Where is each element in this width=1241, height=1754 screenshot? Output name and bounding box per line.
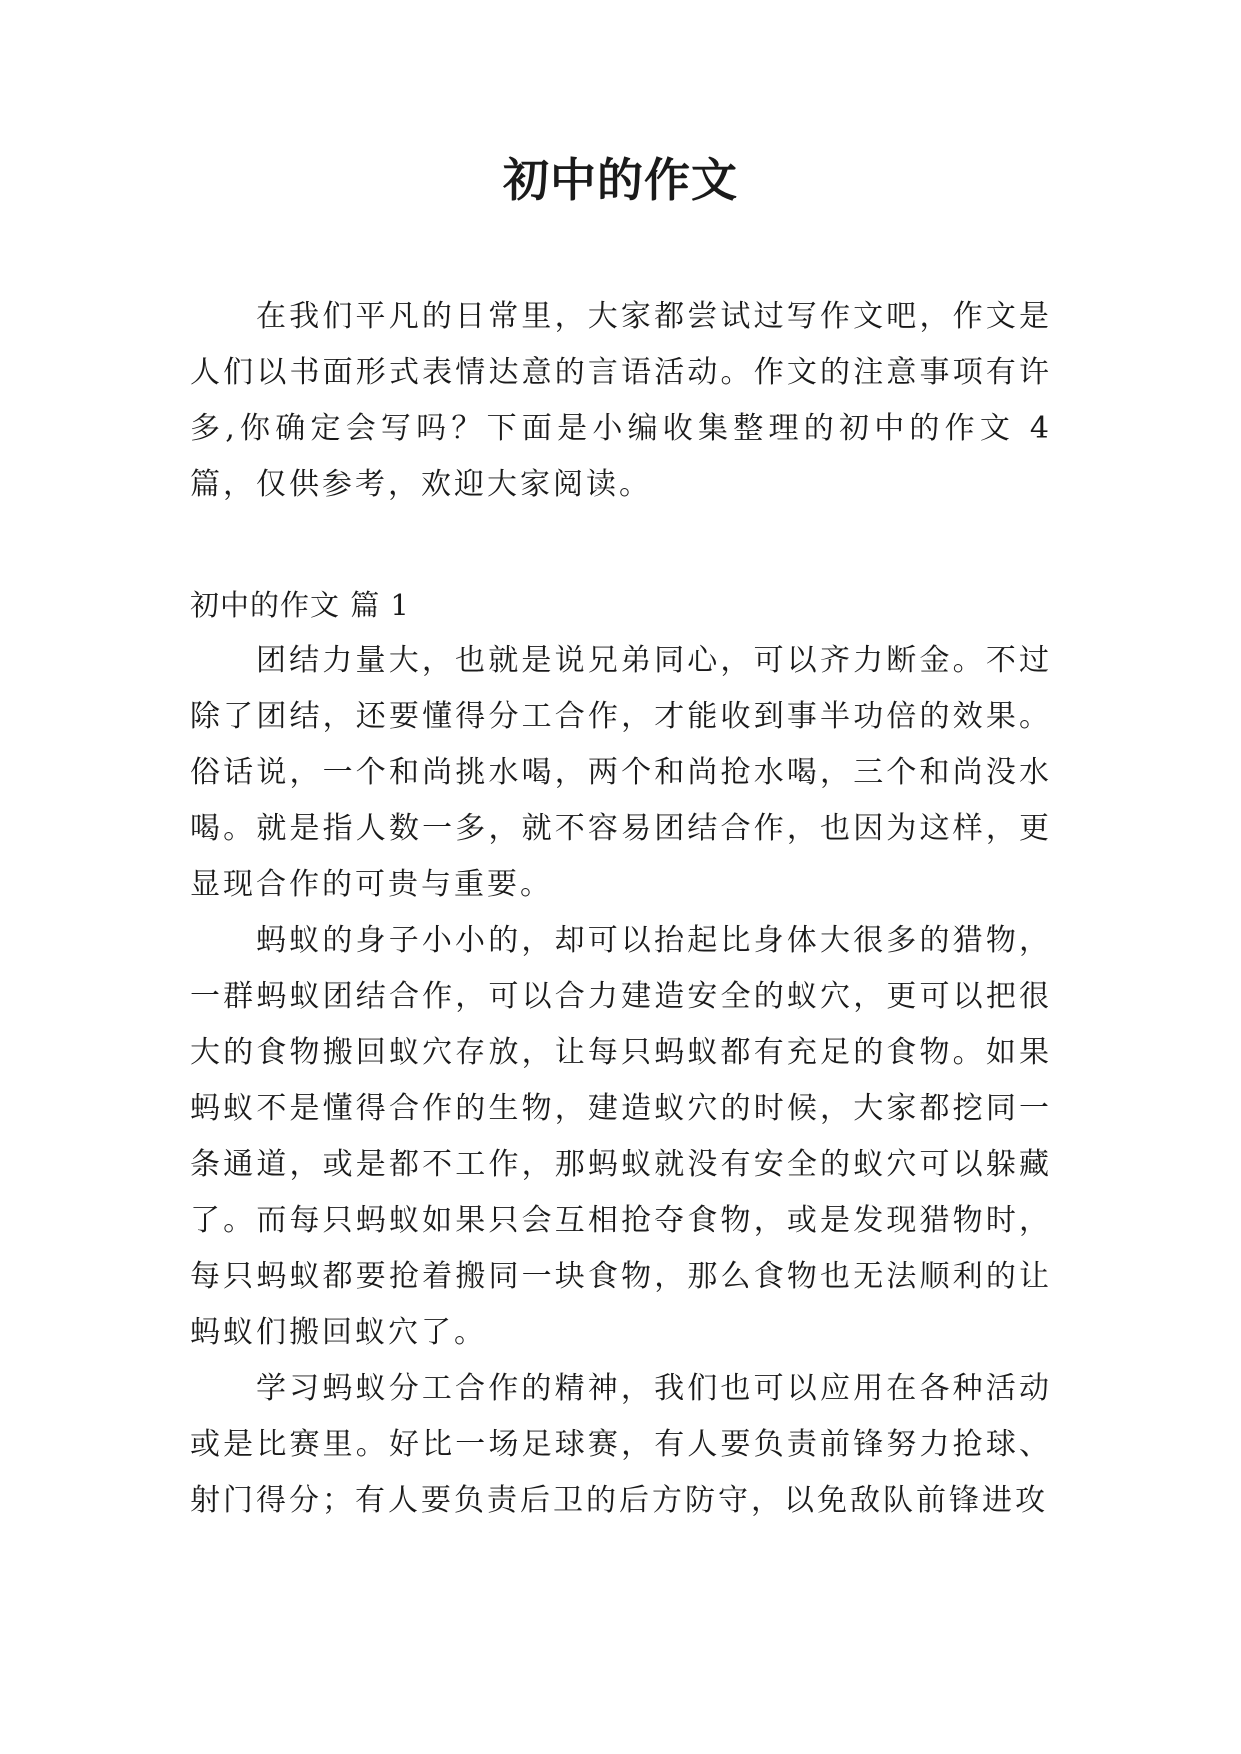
intro-paragraph: 在我们平凡的日常里，大家都尝试过写作文吧，作文是人们以书面形式表情达意的言语活动。作文的注意事项有许多,你确定会写吗？下面是小编收集整理的初中的作文 4 篇，仅供参考，欢迎大家阅读。	[190, 299, 1052, 502]
document-title: 初中的作文	[503, 153, 738, 207]
body-paragraph-2: 蚂蚁的身子小小的，却可以抬起比身体大很多的猎物，一群蚂蚁团结合作，可以合力建造安全的蚁穴，更可以把很大的食物搬回蚁穴存放，让每只蚂蚁都有充足的食物。如果蚂蚁不是懂得合作的生物，建造蚁穴的时候，大家都挖同一条通道，或是都不工作，那蚂蚁就没有安全的蚁穴可以躲藏了。而每只蚂蚁如果只会互相抢夺食物，或是发现猎物时，每只蚂蚁都要抢着搬同一块食物，那么食物也无法顺利的让蚂蚁们搬回蚁穴了。	[190, 923, 1052, 1350]
body-paragraph-3: 学习蚂蚁分工合作的精神，我们也可以应用在各种活动或是比赛里。好比一场足球赛，有人要负责前锋努力抢球、射门得分；有人要负责后卫的后方防守，以免敌队前锋进攻	[190, 1371, 1052, 1518]
body-paragraph-1: 团结力量大，也就是说兄弟同心，可以齐力断金。不过除了团结，还要懂得分工合作，才能收到事半功倍的效果。俗话说，一个和尚挑水喝，两个和尚抢水喝，三个和尚没水喝。就是指人数一多，就不容易团结合作，也因为这样，更显现合作的可贵与重要。	[190, 643, 1052, 902]
intro-block	[190, 289, 1052, 513]
section-heading: 初中的作文 篇 1	[190, 588, 410, 622]
section-1	[190, 577, 1052, 1529]
